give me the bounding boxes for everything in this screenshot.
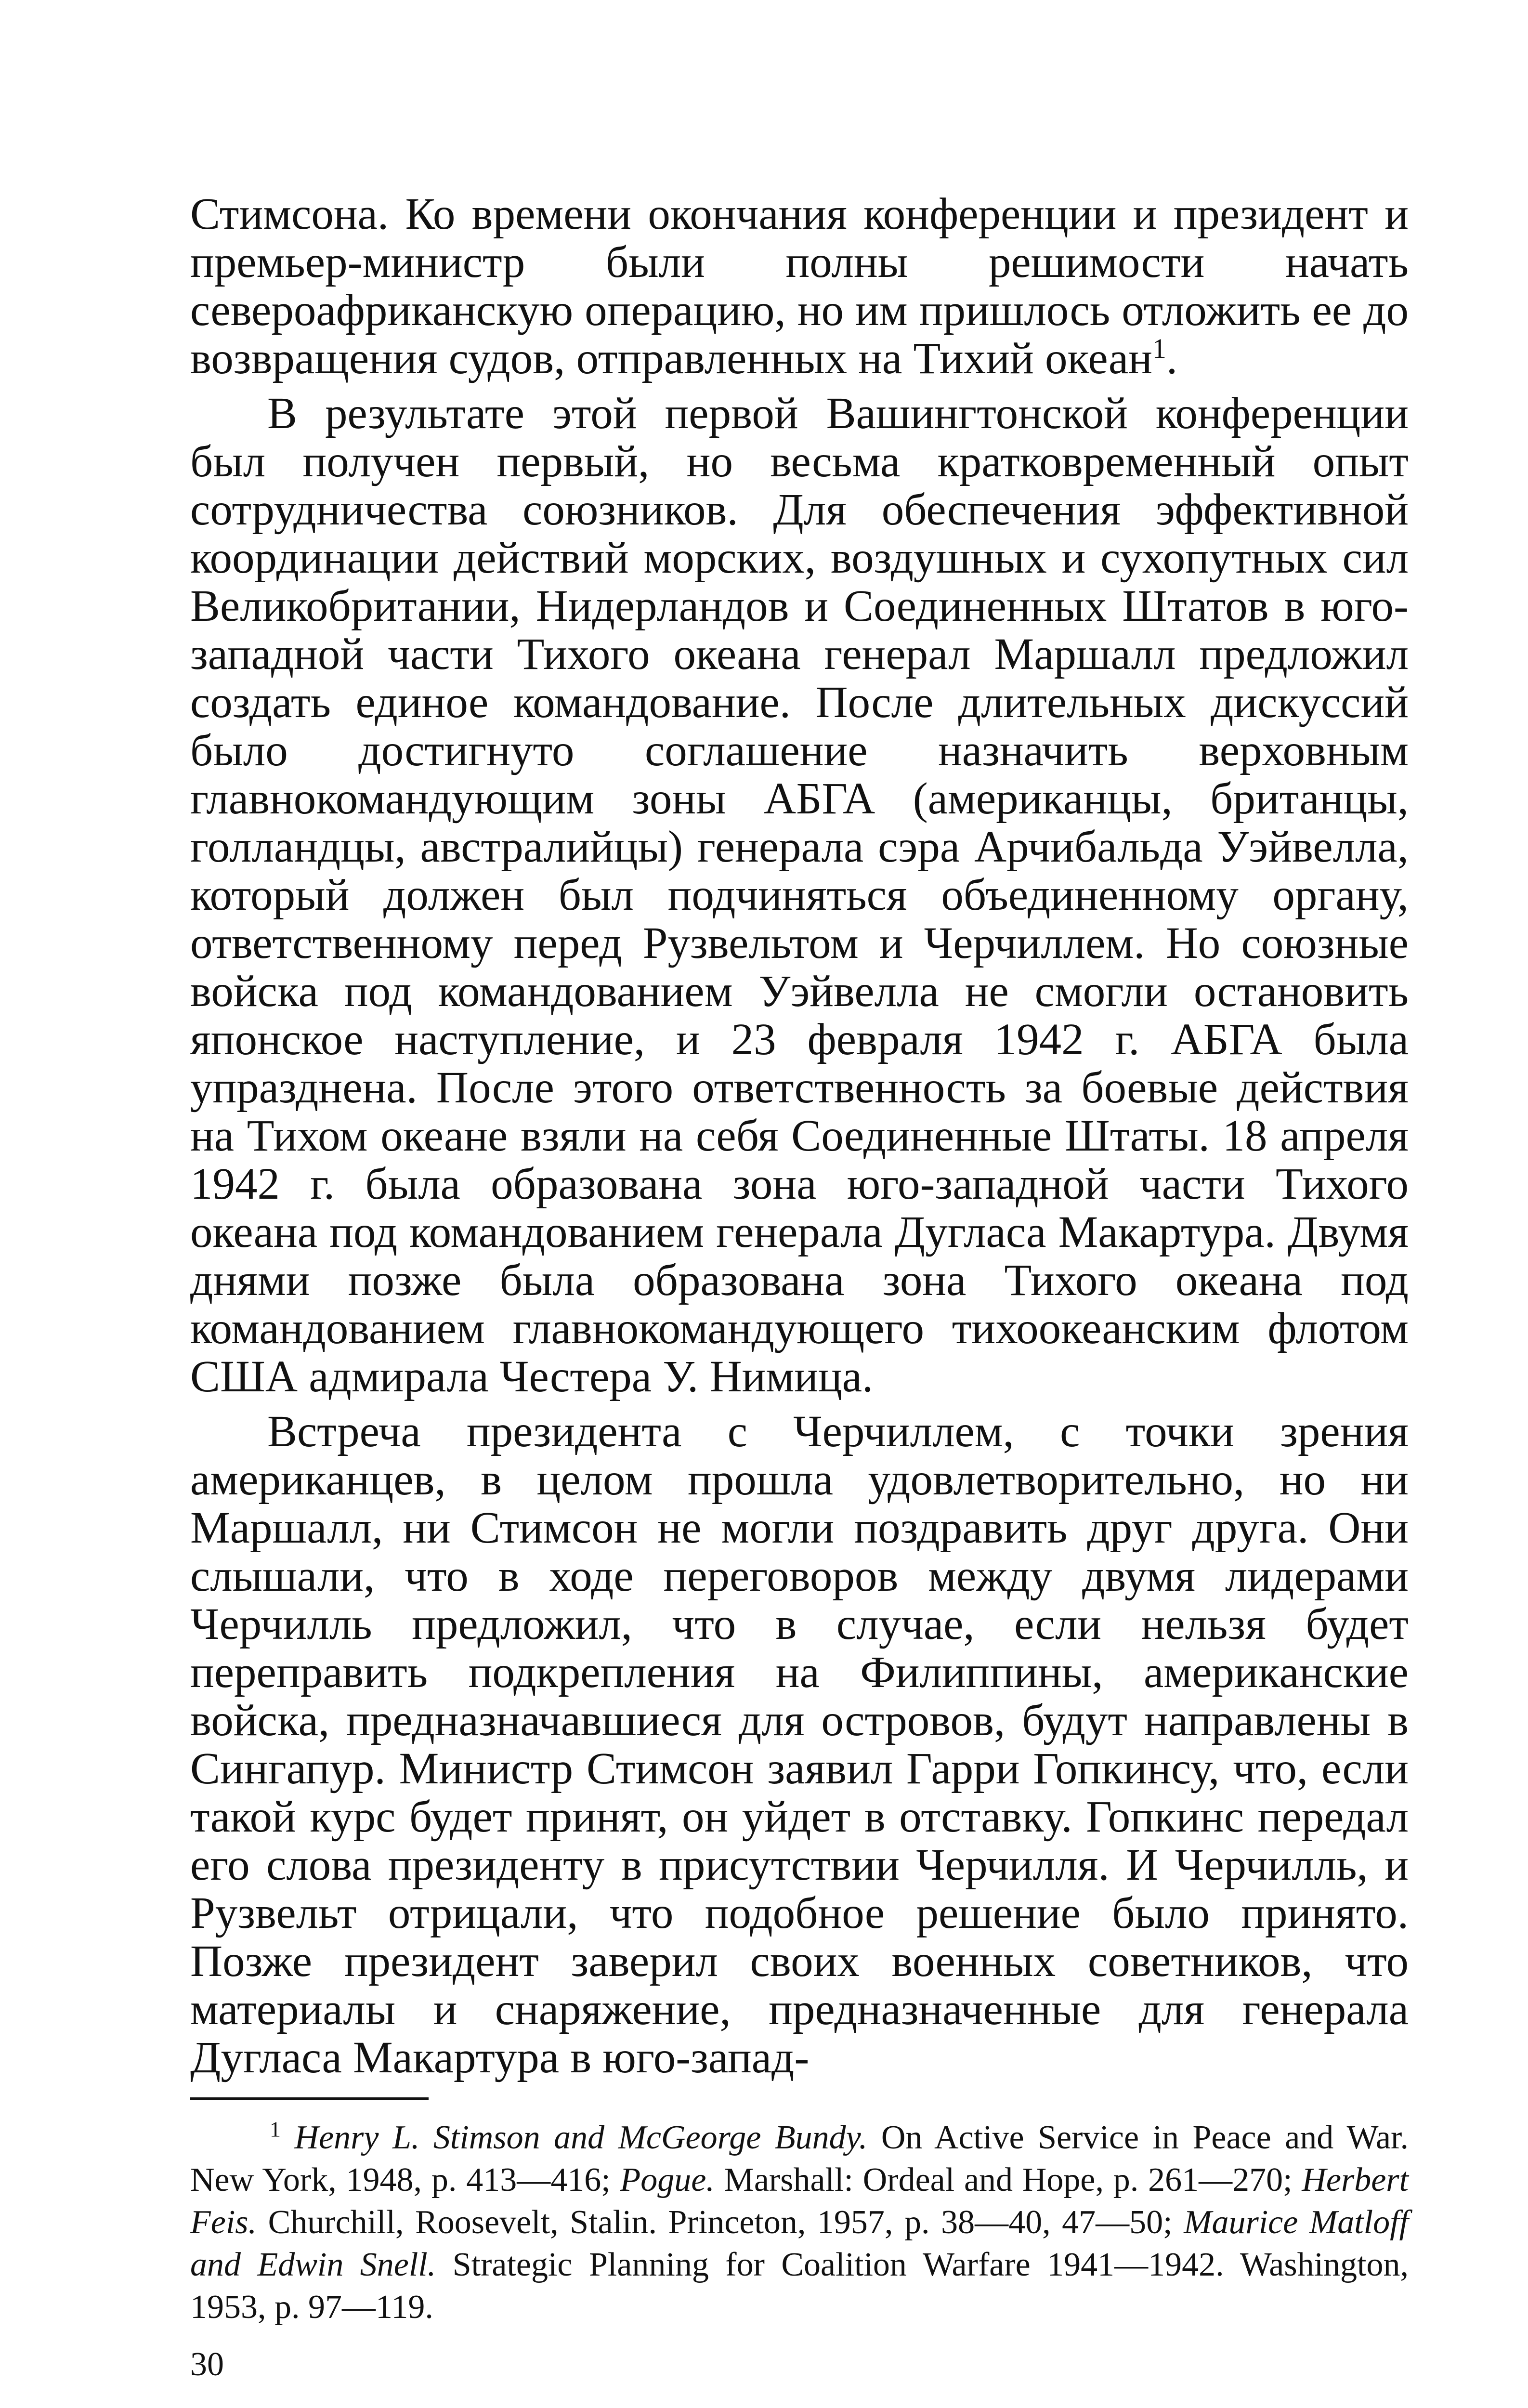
- footnote-text-1: On Active Service in Peace and War. New York, 1948, p. 413—416;: [190, 2119, 1409, 2199]
- footnote-author-1: Henry L. Stimson and McGeorge Bundy.: [294, 2119, 868, 2156]
- footnote-number: 1: [270, 2117, 281, 2142]
- paragraph-1-end: .: [1166, 334, 1178, 383]
- paragraph-1-text: Стимсона. Ко времени окончания конференции и президент и премьер-министр были полны решимости начать североафриканскую операцию, но им пришлось отложить ее до возвращения судов, отправленных на Тихий океан: [190, 189, 1409, 383]
- footnote-text-4: Strategic Planning for Coalition Warfare 1941—1942. Washington, 1953, p. 97—119.: [190, 2246, 1409, 2326]
- footnote-author-4: Maurice Matloff and Edwin Snell.: [190, 2204, 1409, 2283]
- footnote-reference[interactable]: 1: [1152, 333, 1166, 364]
- footnote-text-3: Churchill, Roosevelt, Stalin. Princeton, 1957, p. 38—40, 47—50;: [257, 2204, 1184, 2241]
- footnote: [190, 2117, 1409, 2329]
- footnote-author-2: Pogue.: [620, 2161, 715, 2199]
- footnote-author-3: Herbert Feis.: [190, 2161, 1409, 2241]
- book-page: [190, 190, 1409, 2382]
- paragraph-1: [190, 190, 1409, 383]
- page-number: 30: [190, 2346, 224, 2383]
- paragraph-2: В результате этой первой Вашингтонской конференции был получен первый, но весьма кратковременный опыт сотрудничества союзников. Для обеспечения эффективной координации действий морских, воздушных и сухопутных сил Великобритании, Нидерландов и Соединенных Штатов в юго-западной части Тихого океана генерал Маршалл предложил создать единое командование. После длительных дискуссий было достигнуто соглашение назначить верховным главнокомандующим зоны АБГА (американцы, британцы, голландцы, австралийцы) генерала сэра Арчибальда Уэйвелла, который должен был подчиняться объединенному органу, ответственному перед Рузвельтом и Черчиллем. Но союзные войска под командованием Уэйвелла не смогли остановить японское наступление, и 23 февраля 1942 г. АБГА была упразднена. После этого ответственность за боевые действия на Тихом океане взяли на себя Соединенные Штаты. 18 апреля 1942 г. была образована зона юго-западной части Тихого океана под командованием генерала Дугласа Макартура. Двумя днями позже была образована зона Тихого океана под командованием главнокомандующего тихоокеанским флотом США адмирала Честера У. Нимица.: [190, 389, 1409, 1401]
- paragraph-3: Встреча президента с Черчиллем, с точки зрения американцев, в целом прошла удовлетворительно, но ни Маршалл, ни Стимсон не могли поздравить друг друга. Они слышали, что в ходе переговоров между двумя лидерами Черчилль предложил, что в случае, если нельзя будет переправить подкрепления на Филиппины, американские войска, предназначавшиеся для островов, будут направлены в Сингапур. Министр Стимсон заявил Гарри Гопкинсу, что, если такой курс будет принят, он уйдет в отставку. Гопкинс передал его слова президенту в присутствии Черчилля. И Черчилль, и Рузвельт отрицали, что подобное решение было принято. Позже президент заверил своих военных советников, что материалы и снаряжение, предназначенные для генерала Дугласа Макартура в юго-запад-: [190, 1407, 1409, 2082]
- footnote-divider: [190, 2097, 429, 2100]
- footnote-text-2: Marshall: Ordeal and Hope, p. 261—270;: [714, 2161, 1302, 2199]
